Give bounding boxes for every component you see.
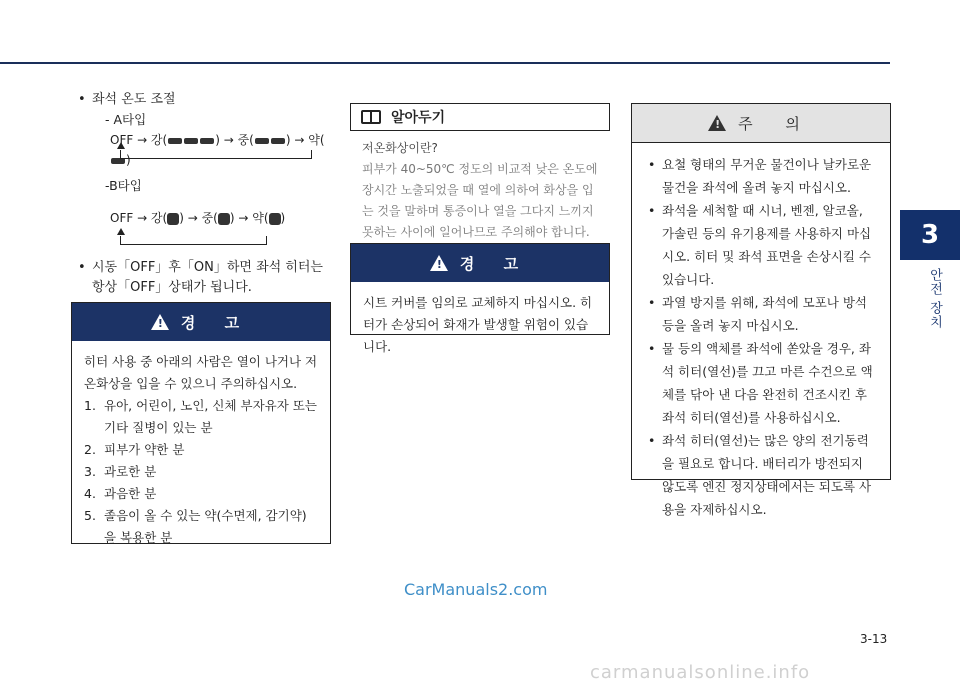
book-icon — [361, 110, 381, 124]
list-text: 유아, 어린이, 노인, 신체 부자유자 또는 기타 질병이 있는 분 — [104, 398, 317, 435]
list-text: 졸음이 올 수 있는 약(수면제, 감기약)을 복용한 분 — [104, 508, 307, 545]
flow-a-mid1: ) → 중( — [215, 133, 254, 147]
seat-heat-icon — [269, 213, 281, 225]
warning-box-low-temp-burn — [71, 302, 331, 544]
note-title: 알아두기 — [391, 110, 446, 126]
page-number: 3-13 — [860, 632, 888, 646]
bullet-seat-temp: • 좌석 온도 조절 — [70, 90, 330, 110]
warning-icon: ! — [430, 255, 448, 271]
list-number: 4. — [84, 486, 96, 501]
list-item: • 좌석 히터(열선)는 많은 양의 전기동력을 필요로 합니다. 배터리가 방전되지 않도록 엔진 정지상태에서는 되도록 사용을 자제하십시오. — [644, 429, 878, 521]
flow-b-start: OFF → 강( — [110, 211, 168, 225]
warning-title: 경 고 — [180, 313, 252, 332]
heat-level-icon — [184, 138, 198, 144]
caution-body — [632, 143, 890, 531]
list-item: • 좌석을 세척할 때 시너, 벤젠, 알코올, 가솔린 등의 유기용제를 사용하지 마십시오. 히터 및 좌석 표면을 손상시킬 수 있습니다. — [644, 199, 878, 291]
footer-brand: carmanualsonline.info — [590, 662, 811, 683]
type-b-flow — [70, 196, 330, 254]
seat-heat-icon — [218, 213, 230, 225]
list-number: 1. — [84, 398, 96, 413]
note-text: 피부가 40~50℃ 정도의 비교적 낮은 온도에 장시간 노출되었을 때 열에 의하여 화상을 입는 것을 말하며 통증이나 열을 그다지 느끼지 못하는 사이에 일어나므로 주의해야 합니다. — [362, 162, 598, 239]
list-number: 2. — [84, 442, 96, 457]
warning-body: 시트 커버를 임의로 교체하지 마십시오. 히터가 손상되어 화재가 발생할 위험이 있습니다. — [363, 295, 593, 354]
list-item: • 요철 형태의 무거운 물건이나 날카로운 물건을 좌석에 올려 놓지 마십시오. — [644, 153, 878, 199]
heat-level-icon — [271, 138, 285, 144]
note-header — [350, 103, 610, 131]
list-number: 3. — [84, 464, 96, 479]
list-text: 피부가 약한 분 — [104, 442, 185, 457]
flow-b-mid1: ) → 중( — [179, 211, 218, 225]
list-item — [84, 395, 318, 439]
warning-body — [72, 341, 330, 559]
cycle-arrow — [120, 236, 267, 245]
chapter-tab[interactable] — [900, 210, 960, 260]
warning-icon: ! — [151, 314, 169, 330]
watermark: CarManuals2.com — [404, 580, 548, 599]
type-a-label: - A타입 — [105, 112, 147, 127]
list-item — [84, 505, 318, 549]
list-text: 과로한 분 — [104, 464, 157, 479]
list-number: 5. — [84, 508, 96, 523]
warning-intro: 히터 사용 중 아래의 사람은 열이 나거나 저온화상을 입을 수 있으니 주의하십시오. — [84, 354, 318, 391]
heat-level-icon — [200, 138, 214, 144]
chapter-number: 3 — [920, 220, 940, 250]
type-b-label: -B타입 — [105, 178, 142, 193]
list-item — [84, 439, 318, 461]
warning-box-seat-cover — [350, 243, 610, 354]
list-item: • 물 등의 액체를 좌석에 쏟았을 경우, 좌석 히터(열선)를 끄고 마른 수건으로 액체를 닦아 낸 다음 완전히 건조시킨 후 좌석 히터(열선)를 사용하십시오. — [644, 337, 878, 429]
top-rule — [0, 62, 890, 64]
list-item — [84, 461, 318, 483]
caution-icon: ! — [708, 115, 726, 131]
caution-header — [632, 104, 890, 143]
flow-a-start: OFF → 강( — [110, 133, 168, 147]
list-text: 과음한 분 — [104, 486, 157, 501]
note-question: 저온화상이란? — [362, 141, 438, 155]
seat-heat-icon — [167, 213, 179, 225]
flow-b-end: ) — [280, 211, 286, 225]
heat-level-icon — [168, 138, 182, 144]
type-a-flow — [70, 130, 330, 170]
heat-level-icon — [255, 138, 269, 144]
flow-a-end: ) — [126, 153, 131, 167]
cycle-arrow — [120, 150, 312, 159]
flow-b-mid2: ) → 약( — [229, 211, 269, 225]
caution-box — [631, 103, 891, 517]
note-body — [362, 138, 602, 243]
chapter-label: 안전 장치 — [927, 268, 942, 330]
list-item — [84, 483, 318, 505]
warning-title: 경 고 — [459, 254, 531, 273]
caution-title: 주 의 — [738, 114, 814, 133]
bullet-ignition-reset: • 시동「OFF」후「ON」하면 좌석 히터는 항상「OFF」상태가 됩니다. — [70, 258, 330, 298]
flow-a-mid2: ) → 약( — [285, 133, 325, 147]
warning-header — [351, 244, 609, 282]
list-item: • 과열 방지를 위해, 좌석에 모포나 방석 등을 올려 놓지 마십시오. — [644, 291, 878, 337]
warning-header — [72, 303, 330, 341]
column-seat-temperature — [70, 90, 330, 298]
